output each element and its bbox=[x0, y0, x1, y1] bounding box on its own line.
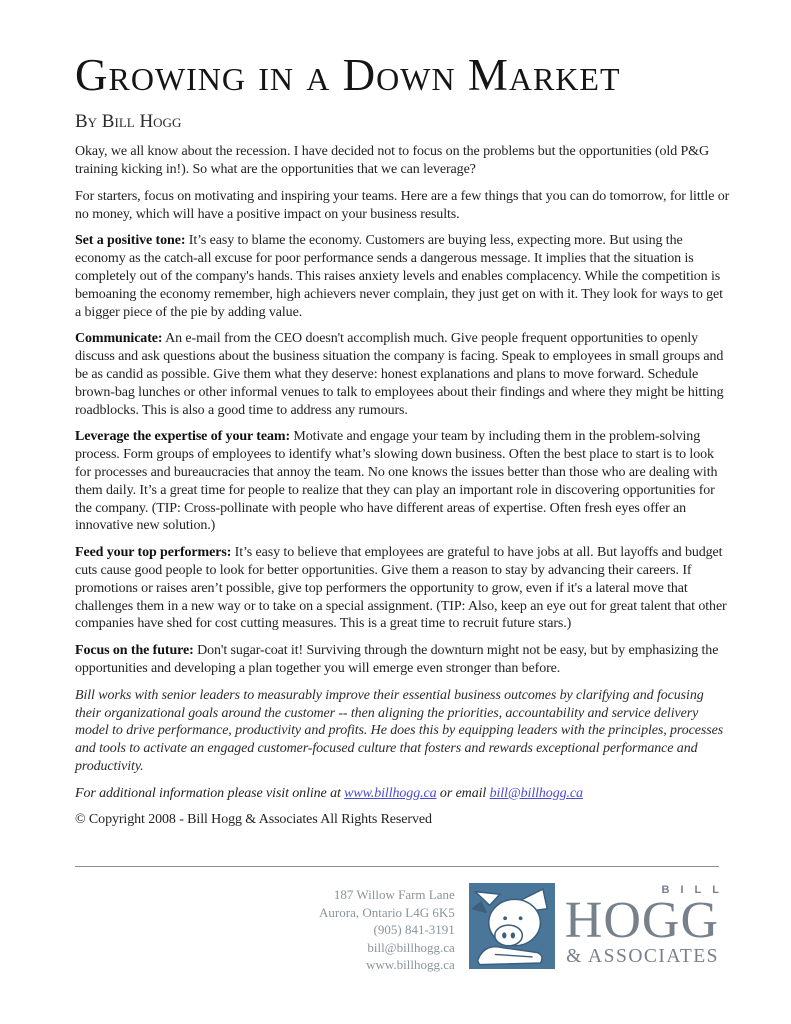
section-positive-tone bbox=[75, 232, 731, 321]
address-line: Aurora, Ontario L4G 6K5 bbox=[319, 904, 455, 920]
byline: By Bill Hogg bbox=[75, 111, 182, 133]
section-lead: Focus on the future: bbox=[75, 643, 194, 659]
section-leverage-expertise bbox=[75, 428, 731, 535]
logo-associates-text: & ASSOCIATES bbox=[566, 946, 719, 968]
section-feed-performers bbox=[75, 544, 731, 633]
section-focus-future bbox=[75, 642, 731, 678]
author-bio: Bill works with senior leaders to measurably improve their essential business outcomes by clarifying and focusing their organizational goals around the customer -- then aligning the priorities, accountability and service delivery model to drive performance, productivity and profits. He does this by equipping leaders with the principles, processes and tools to activate an engaged customer-focused culture that fosters and rewards exceptional performance and productivity. bbox=[75, 687, 724, 774]
website-link[interactable]: www.billhogg.ca bbox=[344, 785, 437, 801]
logo-hogg-text: HOGG bbox=[564, 892, 719, 949]
paragraph-text: Okay, we all know about the recession. I have decided not to focus on the problems but the opportunities (old P&G training kicking in!). So what are the opportunities that we can leverage? bbox=[75, 144, 709, 178]
section-lead: Feed your top performers: bbox=[75, 545, 232, 561]
paragraph-text: It’s easy to believe that employees are grateful to have jobs at all. But layoffs and budget cuts cause good people to look for better opportunities. Give them a reason to stay by advancing their careers. If promotions or raises aren’t possible, give top performers the opportunity to grow, even if it's a lateral move that challenges them in a new way or to take on a special assignment. (TIP: Also, keep an eye out for great talent that other companies have shed for cost cutting measures. This is a great time to recruit future stars.) bbox=[75, 545, 727, 632]
paragraph-text: Motivate and engage your team by including them in the problem-solving process. Form groups of employees to identify what’s slowing down business. Often the best place to start is to look for processes and bureaucracies that annoy the team. No one knows the issues better than those who are dealing with them daily. It’s a great time for people to realize that they can play an important role in discovering opportunities for the company. (TIP: Cross-pollinate with people who have different areas of expertise. Often fresh eyes offer an innovative new solution.) bbox=[75, 429, 718, 534]
logo-wordmark bbox=[564, 883, 730, 968]
info-prefix: For additional information please visit online at bbox=[75, 785, 345, 801]
footer bbox=[75, 866, 730, 974]
section-lead: Leverage the expertise of your team: bbox=[75, 429, 291, 445]
page-title: Growing in a Down Market bbox=[75, 50, 621, 100]
footer-address bbox=[319, 883, 455, 974]
copyright-line: © Copyright 2008 - Bill Hogg & Associates All Rights Reserved bbox=[75, 811, 432, 827]
paragraph-text: An e-mail from the CEO doesn't accomplish much. Give people frequent opportunities to openly discuss and ask questions about the business situation the company is facing. Speak to employees in small groups and be as candid as possible. Give them what they deserve: honest explanations and plans to move forward. Schedule brown-bag lunches or other informal venues to talk to employees about their findings and where they might be hitting roadblocks. This is also a good time to address any rumours. bbox=[75, 331, 724, 418]
paragraph-text: For starters, focus on motivating and inspiring your teams. Here are a few things that you can do tomorrow, for little or no money, which will have a positive impact on your business results. bbox=[75, 188, 730, 222]
address-email: bill@billhogg.ca bbox=[367, 939, 455, 955]
paragraph-text: It’s easy to blame the economy. Customers are buying less, expecting more. But using the economy as the catch-all excuse for poor performance sends a dangerous message. It implies that the situation is completely out of the company's hands. This raises anxiety levels and enables complacency. While the competition is bemoaning the economy remember, high achievers never complain, they just get on with it. They look for ways to get a bigger piece of the pie by adding value. bbox=[75, 233, 723, 320]
intro-paragraph bbox=[75, 143, 731, 179]
info-middle: or email bbox=[436, 785, 490, 801]
pig-mascot-icon bbox=[469, 883, 555, 969]
logo-bill-text: BILL bbox=[661, 884, 730, 896]
intro-paragraph-2 bbox=[75, 188, 731, 224]
section-lead: Communicate: bbox=[75, 331, 163, 347]
paragraph-text: Don't sugar-coat it! Surviving through the downturn might not be easy, but by emphasizing the opportunities and developing a plan together you will emerge even stronger than before. bbox=[75, 643, 719, 676]
address-website: www.billhogg.ca bbox=[366, 957, 455, 972]
email-link[interactable]: bill@billhogg.ca bbox=[489, 785, 583, 801]
info-line bbox=[75, 785, 731, 803]
section-lead: Set a positive tone: bbox=[75, 233, 186, 249]
company-logo bbox=[469, 883, 730, 969]
section-communicate bbox=[75, 330, 731, 419]
address-line: (905) 841-3191 bbox=[373, 922, 455, 937]
address-line: 187 Willow Farm Lane bbox=[333, 887, 455, 902]
